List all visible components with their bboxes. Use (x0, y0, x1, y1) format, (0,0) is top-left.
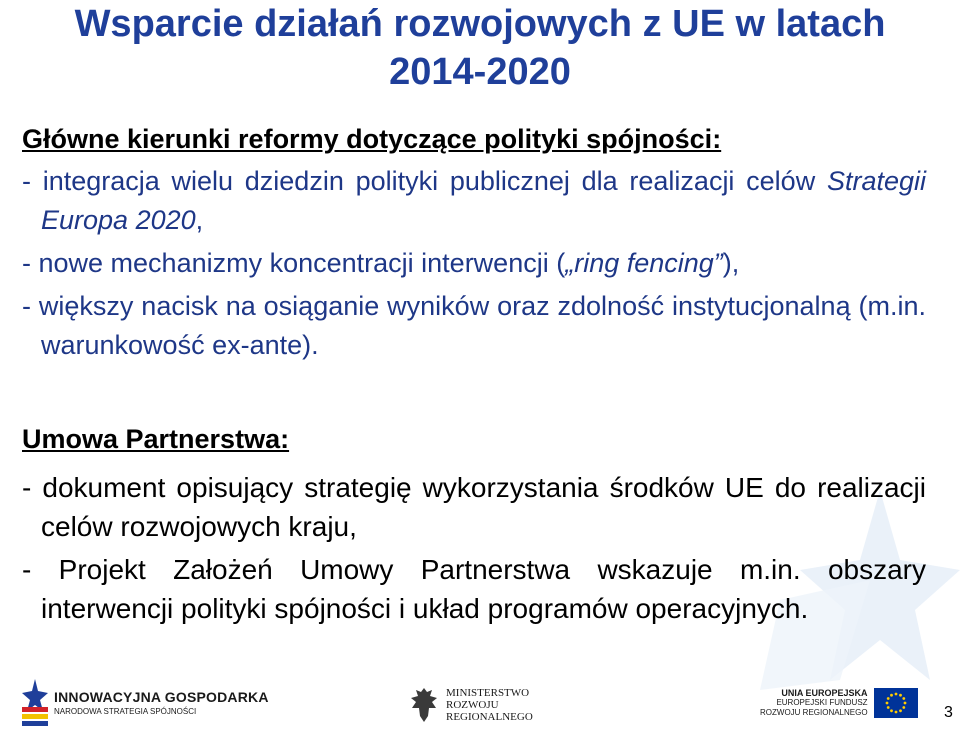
reform-bullet-1-italic: Strategii Europa 2020 (41, 166, 926, 235)
partnership-bullet-2: - Projekt Założeń Umowy Partnerstwa wskazuje m.in. obszary interwencji polityki spójności i układ programów operacyjnych. (22, 554, 926, 624)
reform-directions-heading: Główne kierunki reformy dotyczące polityki spójności: (22, 124, 722, 154)
partnership-agreement-heading: Umowa Partnerstwa: (22, 424, 290, 454)
reform-bullet-1-suffix: , (195, 205, 204, 235)
reform-bullet-2-italic: „ring fencing” (565, 248, 723, 278)
ig-logo-main-text: INNOWACYJNA GOSPODARKA (54, 688, 269, 705)
footer-logos (0, 672, 960, 732)
reform-bullet-3: - większy nacisk na osiąganie wyników oraz zdolność instytucjonalną (m.in. warunkowość ex-ante). (22, 291, 926, 360)
eu-flag-icon (874, 688, 918, 718)
innowacyjna-gospodarka-logo (22, 676, 269, 728)
ministry-logo (410, 686, 533, 724)
ig-star-logo-icon (22, 677, 48, 727)
partnership-bullet-1: - dokument opisujący strategię wykorzystania środków UE do realizacji celów rozwojowych kraju, (22, 472, 926, 542)
reform-bullet-2-suffix: ), (722, 248, 740, 278)
eu-line-1: UNIA EUROPEJSKA (781, 688, 868, 698)
ministry-line-3: REGIONALNEGO (446, 711, 533, 723)
reform-bullet-1-text: - integracja wielu dziedzin polityki publicznej dla realizacji celów (22, 166, 827, 196)
eu-logo (760, 688, 918, 718)
ministry-line-2: ROZWOJU (446, 699, 499, 711)
eu-line-3: ROZWOJU REGIONALNEGO (760, 708, 868, 717)
page-number: 3 (944, 704, 953, 721)
reform-bullet-1 (22, 162, 926, 240)
ig-logo-sub-text: NARODOWA STRATEGIA SPÓJNOŚCI (54, 706, 197, 716)
reform-bullet-2 (22, 244, 926, 283)
reform-bullet-2-text: - nowe mechanizmy koncentracji interwencji ( (22, 248, 566, 278)
partnership-agreement-section (22, 422, 926, 628)
slide-title (0, 0, 960, 96)
ministry-line-1: MINISTERSTWO (446, 687, 530, 699)
title-line-2: 2014-2020 (389, 51, 571, 93)
polish-eagle-icon (410, 686, 438, 724)
title-line-1: Wsparcie działań rozwojowych z UE w latach (74, 3, 886, 45)
reform-directions-section (22, 122, 926, 365)
eu-line-2: EUROPEJSKI FUNDUSZ (776, 698, 868, 707)
